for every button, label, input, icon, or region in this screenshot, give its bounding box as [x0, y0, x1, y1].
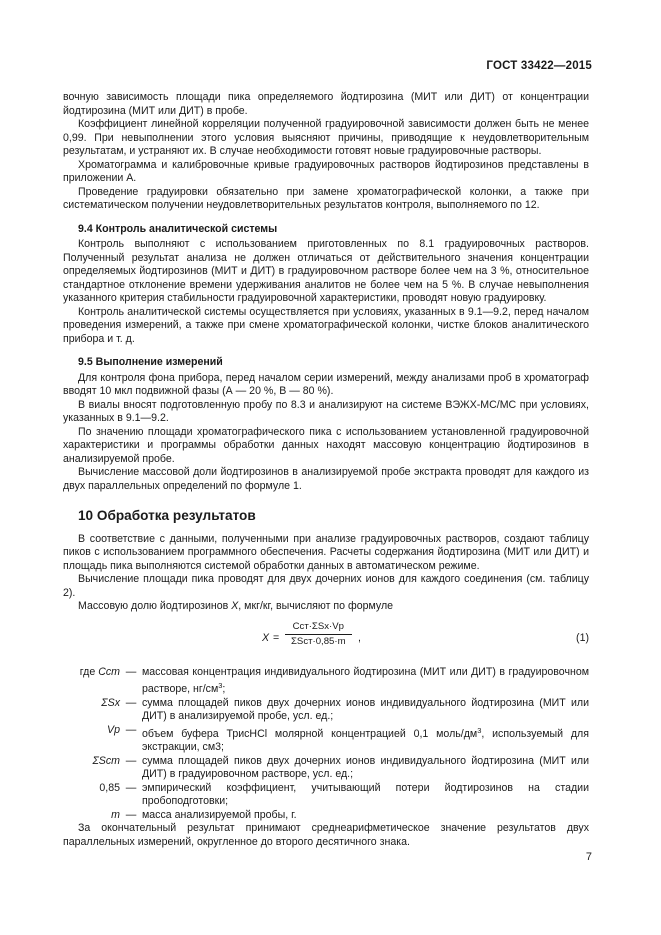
- definition-dash: —: [125, 781, 137, 794]
- definition-item: [63, 666, 589, 697]
- formula-denominator: ΣSст·0,85·m: [291, 635, 346, 647]
- definition-item: [63, 809, 589, 823]
- paragraph: Контроль выполняют с использованием приготовленных по 8.1 градуировочных растворов. Полученный результат анализа не должен отличаться от действительного значения концентрации определяемых йодтирозинов (МИТ и ДИТ) в градуировочном растворе более чем на 3 %, относительное стандартное отклонение времени удерживания аналитов не более чем на 5 %. В случае невыполнения указанного критерия стабильности градуировочной характеристики, проводят новую градуировку.: [63, 238, 589, 304]
- definition-item: [63, 724, 589, 755]
- formula-number: (1): [576, 631, 589, 644]
- paragraph: В соответствие с данными, полученными при анализе градуировочных растворов, создают таблицу пиков с использованием программного обеспечения. Расчеты содержания йодтирозина (МИТ или ДИТ) и площадь пика выполняются системой обработки данных в автоматическом режиме.: [63, 532, 589, 572]
- formula-fraction: [285, 620, 352, 648]
- symbol-text: Vр: [107, 723, 120, 736]
- section-heading-9-5: 9.5 Выполнение измерений: [78, 356, 223, 368]
- definition-dash: —: [125, 723, 137, 736]
- definition-symbol: [63, 724, 120, 755]
- definition-symbol: [63, 809, 120, 823]
- symbol-text: ΣSст: [92, 754, 120, 767]
- variable-x: X: [231, 600, 239, 612]
- paragraph: Коэффициент линейной корреляции полученной градуировочной зависимости должен быть не менее 0,99. При невыполнении этого условия выясняют причины, приводящие к неудовлетворительным результатам, и устраняют их. В случае необходимости готовят новые градуировочные растворы.: [63, 118, 589, 157]
- superscript: 3: [477, 725, 482, 735]
- paragraph: По значению площади хроматографического пика с использованием установленной градуировочной характеристики и программы обработки данных находят массовую концентрацию йодтирозинов в анализируемой пробе.: [63, 425, 589, 465]
- section-heading-10: 10 Обработка результатов: [78, 508, 256, 523]
- definition-dash: —: [125, 696, 137, 709]
- document-body: [63, 91, 589, 849]
- paragraph: [63, 600, 589, 614]
- formula-1: [63, 620, 589, 660]
- definition-item: [63, 755, 589, 782]
- paragraph: Для контроля фона прибора, перед началом серии измерений, между анализами проб в хроматограф вводят 10 мкл подвижной фазы (А — 20 %, В — 80 %).: [63, 371, 589, 397]
- page-number: 7: [585, 851, 592, 863]
- text-run: ;: [222, 683, 226, 695]
- definition-dash: —: [125, 754, 137, 767]
- formula-equals: =: [273, 631, 280, 644]
- definition-text: сумма площадей пиков двух дочерних ионов индивидуального йодтирозина (МИТ или ДИТ) в градуировочном растворе, усл. ед.;: [142, 754, 589, 780]
- symbol-text: ΣSx: [101, 696, 120, 709]
- paragraph: Контроль аналитической системы осуществляется при условиях, указанных в 9.1—9.2, перед началом проведения измерений, а также при смене хроматографической колонки, чистке блоков аналитического прибора и т. д.: [63, 305, 589, 345]
- definition-dash: —: [125, 808, 137, 821]
- definition-symbol: 0,85: [99, 781, 120, 794]
- symbol-text: m: [111, 808, 120, 821]
- text-run: Массовую долю йодтирозинов: [78, 600, 232, 612]
- section-heading-9-4: 9.4 Контроль аналитической системы: [78, 222, 278, 235]
- definition-text: эмпирический коэффициент, учитывающий потери йодтирозинов на стадии пробоподготовки;: [142, 781, 589, 807]
- formula-lhs: X: [262, 631, 270, 644]
- definition-item: [63, 697, 589, 724]
- definition-dash: —: [125, 665, 137, 678]
- text-run: массовая концентрация индивидуального йодтирозина (МИТ или ДИТ) в градуировочном растворе, нг/см: [142, 665, 589, 695]
- definition-symbol: [63, 666, 120, 697]
- definition-text: сумма площадей пиков двух дочерних ионов индивидуального йодтирозина (МИТ или ДИТ) в анализируемой пробе, усл. ед.;: [142, 696, 589, 722]
- definition-text: [142, 724, 589, 755]
- paragraph: Вычисление площади пика проводят для двух дочерних ионов для каждого соединения (см. таблицу 2).: [63, 573, 589, 599]
- definition-lead: где: [79, 665, 96, 678]
- superscript: 3: [218, 681, 223, 690]
- text-run: , мкг/кг, вычисляют по формуле: [238, 600, 394, 612]
- formula-numerator: Cст·ΣSx·Vр: [285, 620, 352, 635]
- definition-symbol: [63, 697, 120, 724]
- definition-item: [63, 782, 589, 809]
- paragraph: За окончательный результат принимают среднеарифметическое значение результатов двух параллельных измерений, округленное до второго десятичного знака.: [63, 822, 589, 848]
- definitions-list: [63, 666, 589, 823]
- formula-comma: ,: [358, 631, 361, 644]
- paragraph: Хроматограмма и калибровочные кривые градуировочных растворов йодтирозинов представлены в приложении А.: [63, 158, 589, 184]
- text-run: объем буфера ТрисHCl молярной концентрацией 0,1 моль/дм: [142, 727, 478, 740]
- document-header: ГОСТ 33422—2015: [486, 60, 592, 72]
- definition-text: [142, 666, 589, 697]
- paragraph: Вычисление массовой доли йодтирозинов в анализируемой пробе экстракта проводят для каждого из двух параллельных определений по формуле 1.: [63, 466, 589, 492]
- paragraph: Проведение градуировки обязательно при замене хроматографической колонки, а также при систематическом получении неудовлетворительных результатов контроля, выполняемого по 12.: [63, 185, 589, 211]
- paragraph: вочную зависимость площади пика определяемого йодтирозина (МИТ или ДИТ) от концентрации йодтирозина (МИТ или ДИТ) в пробе.: [63, 91, 589, 117]
- paragraph: В виалы вносят подготовленную пробу по 8.3 и анализируют на системе ВЭЖХ-МС/МС при условиях, указанных в 9.1—9.2.: [63, 398, 589, 424]
- definition-text: масса анализируемой пробы, г.: [142, 808, 297, 821]
- symbol-text: Cст: [98, 665, 120, 678]
- text-run: , используемый для экстракции, см3;: [142, 727, 589, 753]
- definition-symbol: [63, 755, 120, 782]
